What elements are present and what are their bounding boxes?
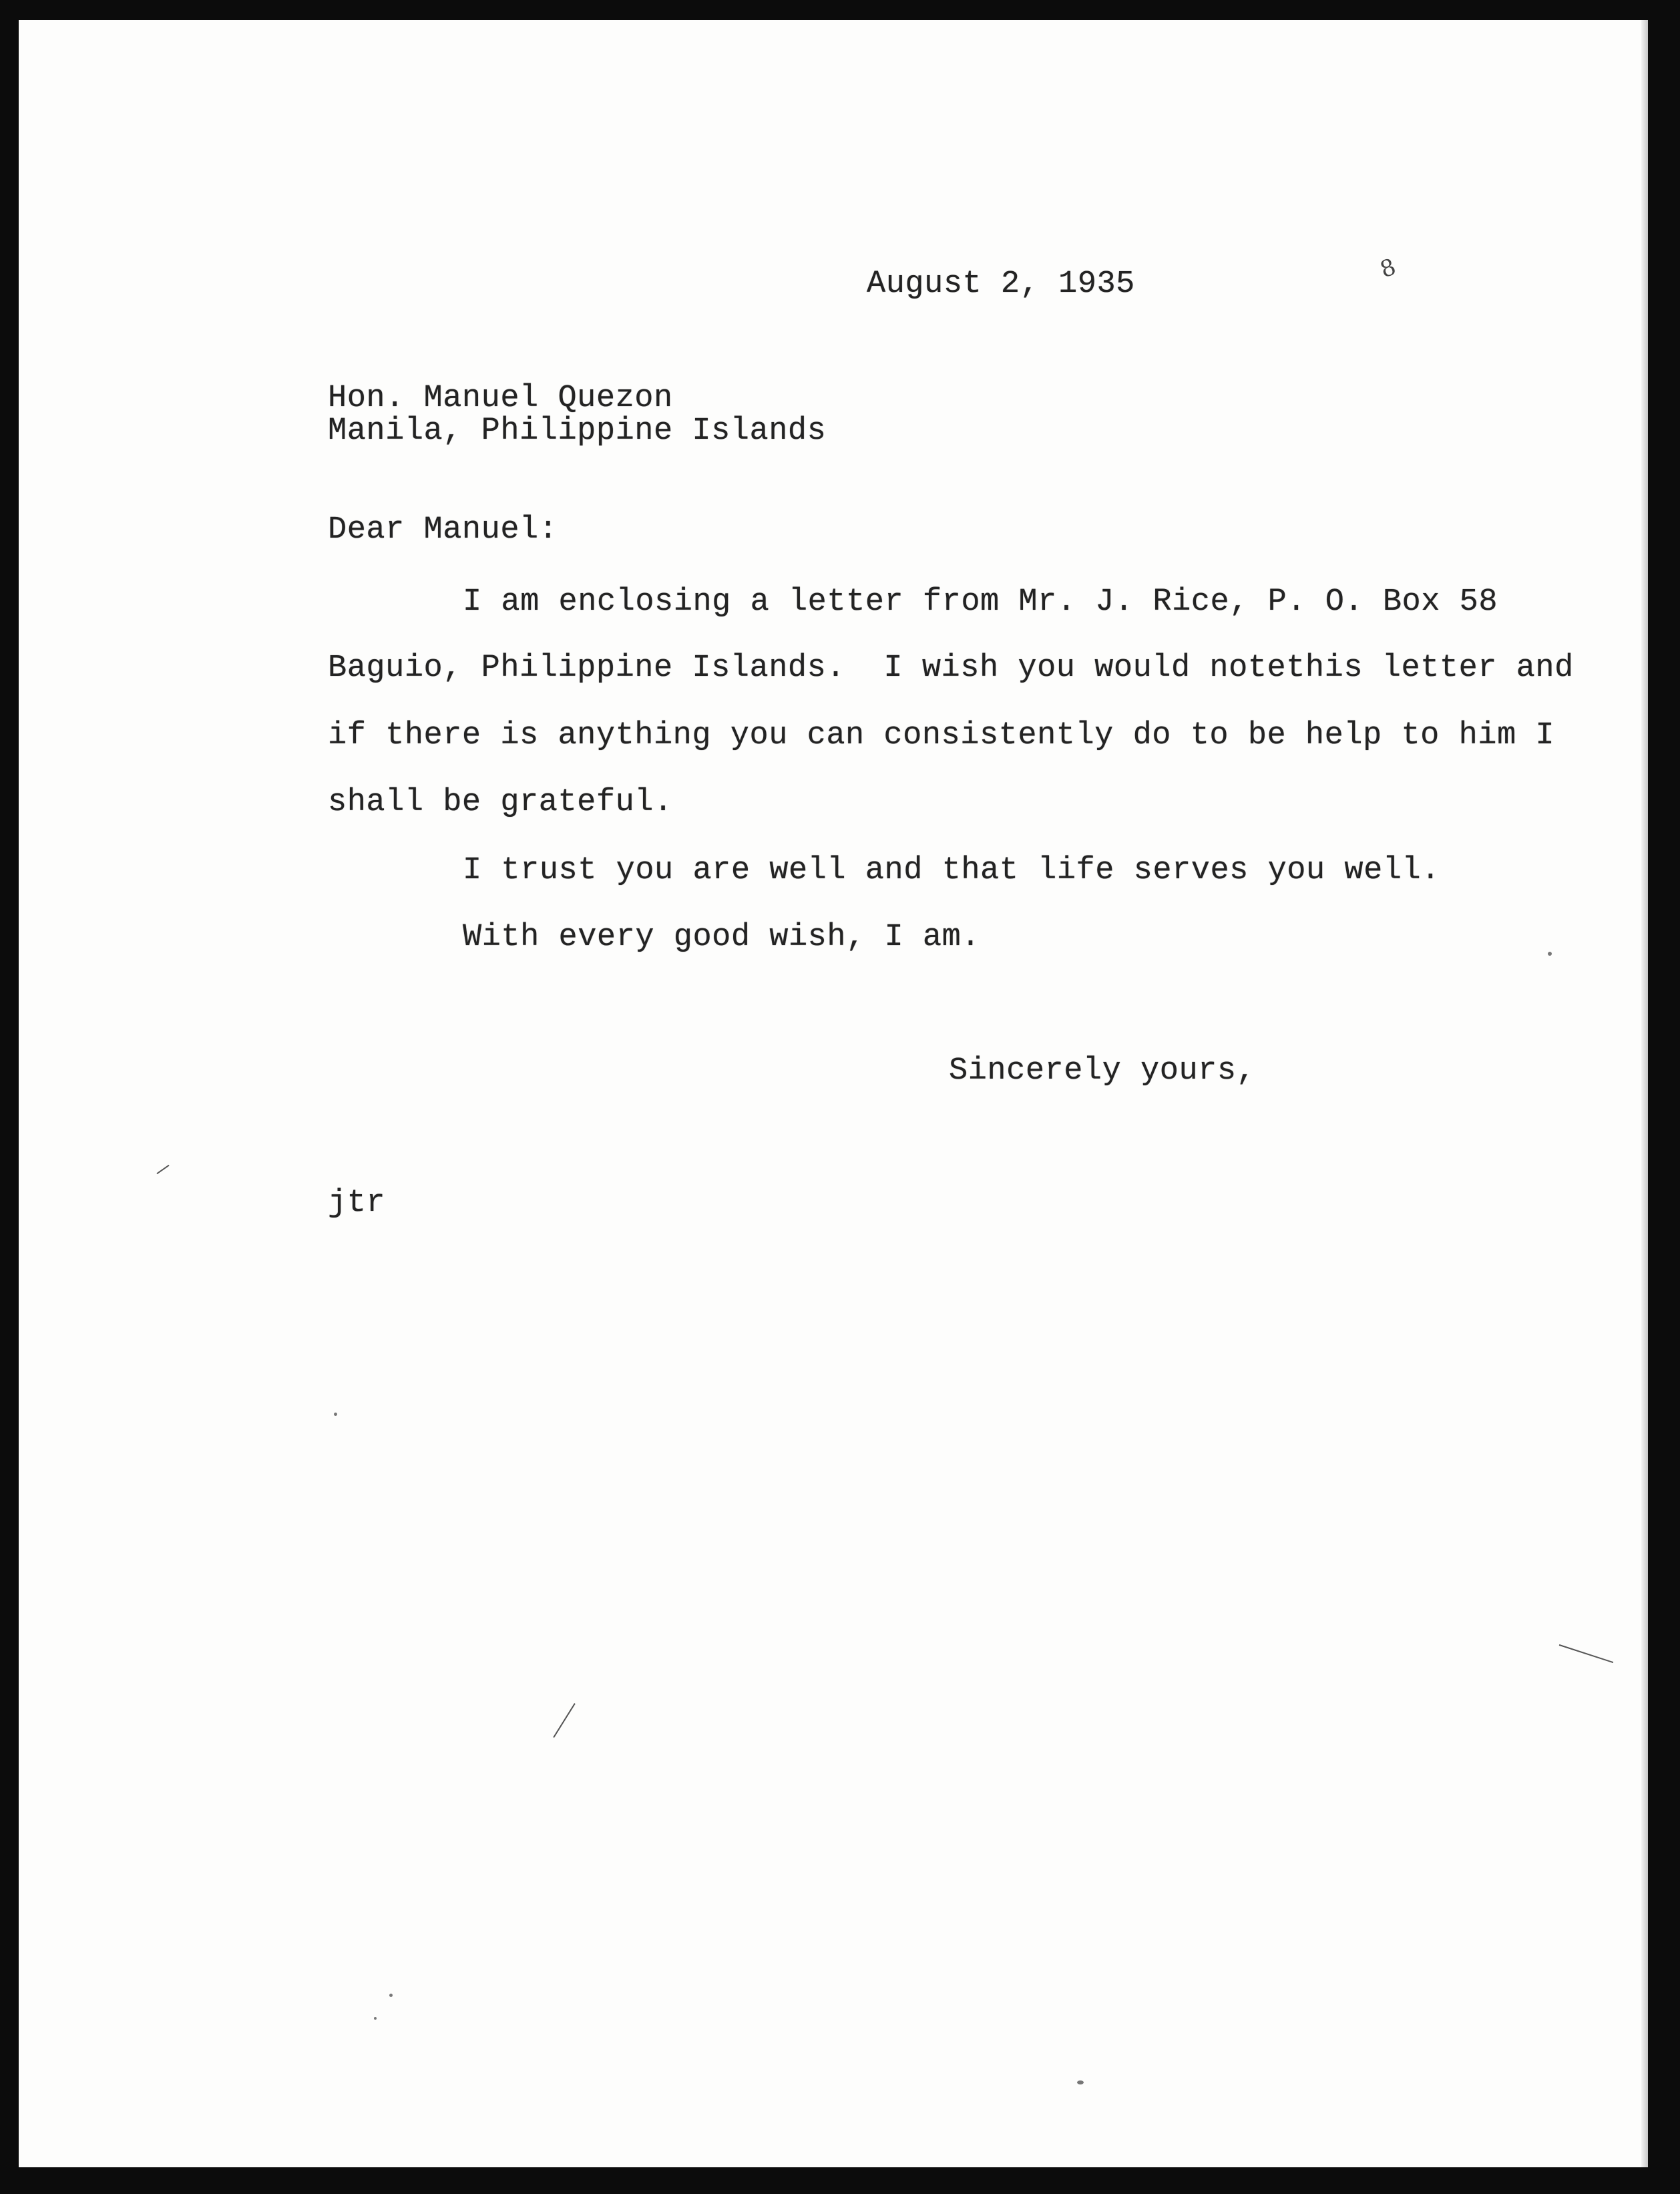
letter-date: August 2, 1935 (867, 266, 1135, 302)
recipient-name: Hon. Manuel Quezon (328, 381, 673, 416)
body-line: if there is anything you can consistently do to be help to him I (328, 718, 1555, 753)
typist-initials: jtr (328, 1185, 386, 1221)
scan-speck (334, 1413, 337, 1416)
scan-bottom-tab (693, 2145, 893, 2167)
scan-stroke (553, 1703, 575, 1738)
pencil-note: 8 (1376, 253, 1400, 284)
closing: Sincerely yours, (949, 1053, 1256, 1089)
letter-page (19, 20, 1648, 2167)
salutation: Dear Manuel: (328, 512, 558, 548)
body-line: I am enclosing a letter from Mr. J. Rice, P. O. Box 58 (463, 584, 1498, 620)
recipient-address: Manila, Philippine Islands (328, 413, 827, 449)
scan-stroke (1559, 1644, 1613, 1663)
scan-speck (374, 2017, 377, 2020)
body-line: I trust you are well and that life serves you well. (463, 853, 1440, 888)
body-line: shall be grateful. (328, 785, 673, 820)
scan-speck (389, 1994, 393, 1997)
scan-edge (1641, 20, 1648, 2167)
scan-stroke (156, 1165, 169, 1174)
scan-speck (1077, 2080, 1084, 2084)
body-line: Baguio, Philippine Islands. I wish you would notethis letter and (328, 651, 1574, 686)
body-line: With every good wish, I am. (463, 920, 981, 955)
scan-speck (1548, 952, 1552, 956)
